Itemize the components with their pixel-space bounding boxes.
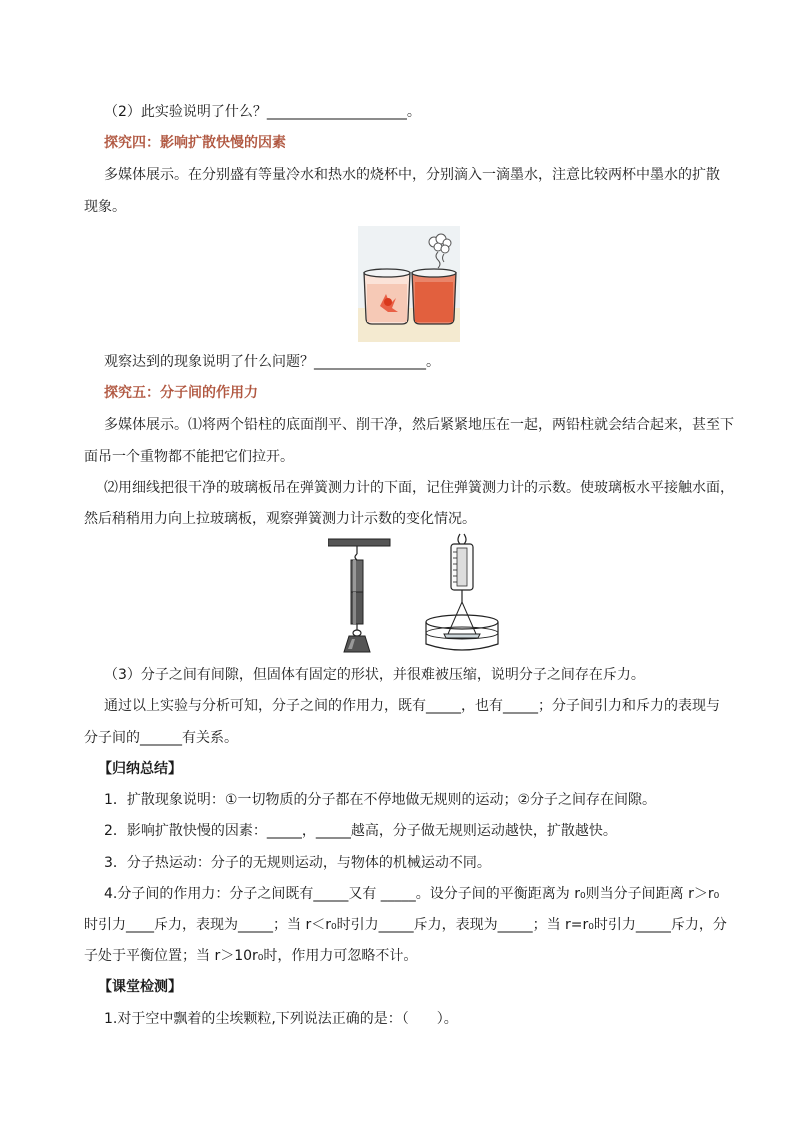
summary-item-4-line-2: 时引力____斥力，表现为_____；当 r＜r₀时引力_____斥力，表现为_____；当 r=r₀时引力_____斥力，分 [84,917,727,933]
summary-item-4-line-1: 4.分子间的作用力：分子之间既有_____又有 _____。设分子间的平衡距离为 r₀则当分子间距离 r＞r₀ [104,886,720,902]
paragraph-7-line-2: 分子间的______有关系。 [84,730,238,746]
question-2: （2）此实验说明了什么？____________________。 [104,104,421,120]
paragraph-5-line-1: 多媒体展示。⑴将两个铅柱的底面削平、削干净，然后紧紧地压在一起，两铅柱就会结合起来，甚至下 [104,417,734,433]
check-question-1: 1.对于空中飘着的尘埃颗粒,下列说法正确的是：（ ）。 [104,1011,458,1027]
diffusion-beakers-figure [358,226,460,342]
spring-scale-glass-figure [424,532,502,654]
summary-item-2: 2．影响扩散快慢的因素：_____，_____越高，分子做无规则运动越快，扩散越快。 [104,823,617,839]
paragraph-4-line-1: 多媒体展示。在分别盛有等量冷水和热水的烧杯中，分别滴入一滴墨水，注意比较两杯中墨水的扩散 [104,167,720,183]
paragraph-6-line-2: 然后稍稍用力向上拉玻璃板，观察弹簧测力计示数的变化情况。 [84,511,476,527]
observation-question: 观察达到的现象说明了什么问题？________________。 [104,354,440,370]
paragraph-5-line-2: 面吊一个重物都不能把它们拉开。 [84,449,294,465]
paragraph-4-line-2: 现象。 [84,199,126,215]
section-heading-4: 探究四：影响扩散快慢的因素 [104,135,286,151]
summary-item-1: 1．扩散现象说明：①一切物质的分子都在不停地做无规则的运动；②分子之间存在间隙。 [104,792,657,808]
classroom-check-heading: 【课堂检测】 [98,979,182,995]
summary-item-3: 3．分子热运动：分子的无规则运动，与物体的机械运动不同。 [104,855,491,871]
lead-cylinders-figure [328,536,392,654]
question-3: （3）分子之间有间隙，但固体有固定的形状，并很难被压缩，说明分子之间存在斥力。 [104,667,645,683]
section-heading-5: 探究五：分子间的作用力 [104,385,258,401]
summary-item-4-line-3: 子处于平衡位置；当 r＞10r₀时，作用力可忽略不计。 [84,948,418,964]
paragraph-6-line-1: ⑵用细线把很干净的玻璃板吊在弹簧测力计的下面，记住弹簧测力计的示数。使玻璃板水平接触水面， [104,480,734,496]
paragraph-7-line-1: 通过以上实验与分析可知，分子之间的作用力，既有_____，也有_____；分子间引力和斥力的表现与 [104,698,720,714]
summary-heading: 【归纳总结】 [98,761,182,777]
